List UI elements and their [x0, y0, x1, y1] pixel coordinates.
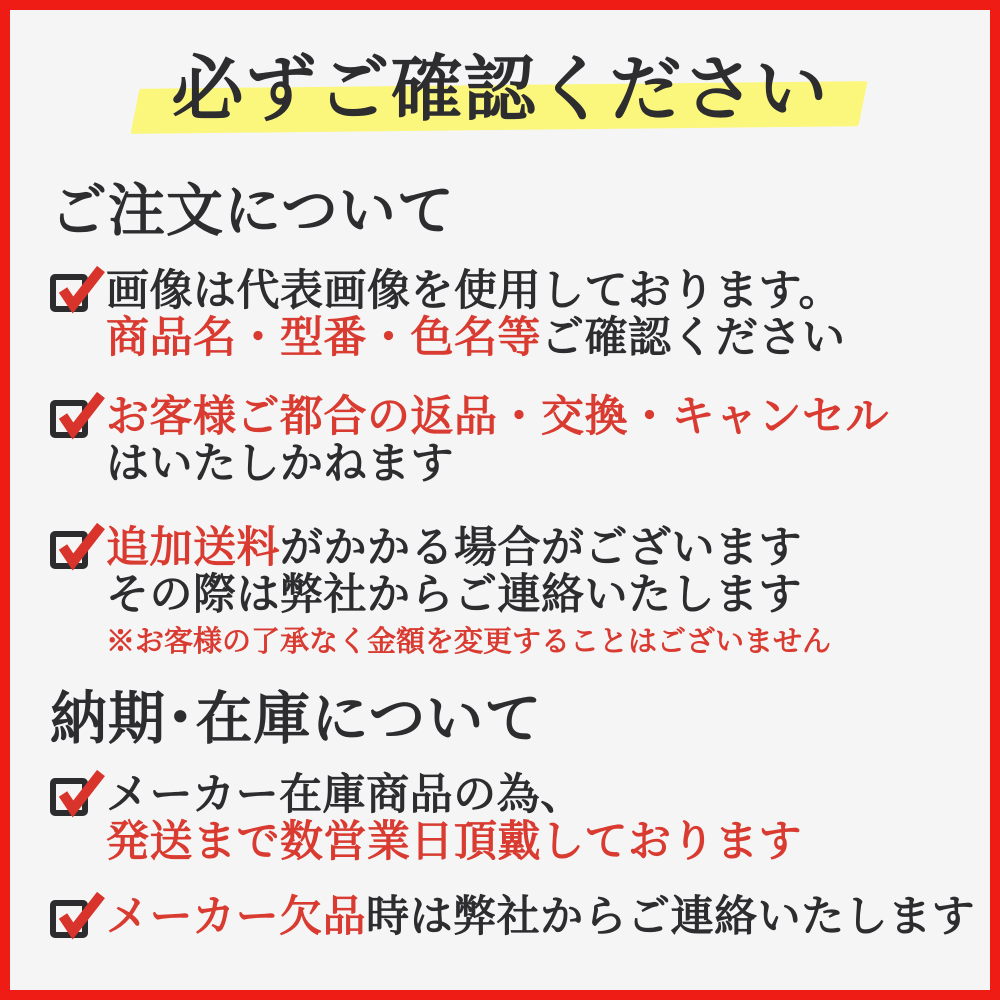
text-segment-red: お客様ご都合の返品・交換・キャンセル	[106, 392, 889, 443]
text-line	[106, 265, 846, 316]
checklist-item	[50, 265, 950, 363]
checkmark-icon	[53, 521, 105, 573]
checkmark-icon	[53, 890, 105, 942]
text-segment: 画像は代表画像を使用しております。	[106, 265, 843, 316]
item-text	[106, 894, 975, 941]
section-heading-order: ご注文について	[50, 177, 455, 244]
text-segment-red: メーカー欠品	[106, 892, 367, 943]
text-line	[106, 394, 889, 441]
text-segment-red: 発送まで数営業日頂戴しております	[106, 817, 802, 868]
checkbox-checked-icon	[50, 394, 94, 442]
text-segment: その際は弊社からご連絡いたします	[106, 570, 802, 621]
text-line	[106, 522, 831, 573]
text-line	[106, 819, 802, 866]
checkmark-icon	[53, 768, 105, 820]
checklist-item	[50, 769, 950, 868]
text-line	[106, 441, 889, 488]
text-segment: はいたしかねます	[106, 439, 454, 490]
item-text	[106, 769, 802, 868]
checkbox-checked-icon	[50, 268, 94, 316]
checkbox-checked-icon	[50, 894, 94, 942]
checklist-item	[50, 394, 950, 489]
checkbox-checked-icon	[50, 772, 94, 820]
text-segment-red: 商品名・型番・色名等	[106, 312, 541, 363]
text-segment: メーカー在庫商品の為、	[106, 769, 584, 820]
text-line	[106, 312, 846, 363]
checkmark-icon	[53, 390, 105, 442]
item-text	[106, 394, 889, 489]
section-heading-stock: 納期･在庫について	[50, 685, 543, 753]
text-line	[106, 769, 802, 820]
checkbox-checked-icon	[50, 525, 94, 573]
text-line	[106, 572, 831, 619]
text-segment-red: 追加送料	[106, 522, 280, 573]
item-text	[106, 522, 832, 659]
text-line	[106, 894, 975, 941]
fine-print-note	[106, 626, 831, 658]
notice-title: 必ずご確認ください	[171, 46, 829, 131]
notice-content	[10, 178, 990, 942]
checklist-item	[50, 892, 976, 943]
text-segment: がかかる場合がございます	[280, 522, 802, 573]
text-segment: ご確認ください	[541, 312, 846, 363]
text-segment-red: ※お客様の了承なく金額を変更することはございません	[106, 624, 832, 659]
item-text	[106, 265, 846, 363]
title-block	[171, 44, 828, 134]
checklist-item	[50, 522, 950, 659]
text-segment: 時は弊社からご連絡いたします	[366, 892, 976, 943]
checkmark-icon	[53, 264, 105, 316]
